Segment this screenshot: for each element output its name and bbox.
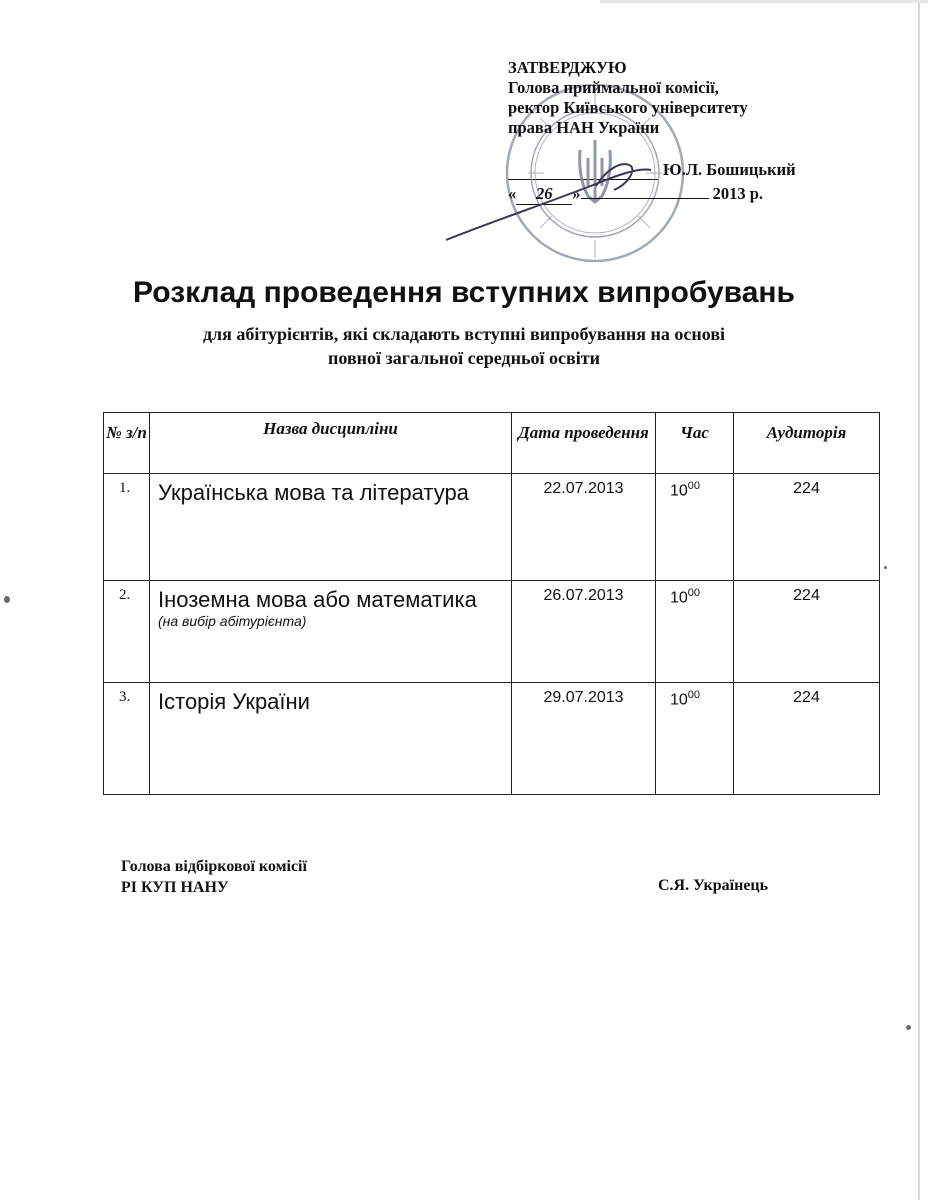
approval-date-day: 26 <box>516 184 572 205</box>
row-num: 3. <box>104 683 150 795</box>
header-num: № з/п <box>104 413 150 474</box>
approval-heading: ЗАТВЕРДЖУЮ <box>508 58 627 77</box>
row-room: 224 <box>734 474 880 581</box>
approval-position-line2: ректор Київського університету <box>508 98 748 117</box>
table-header-row <box>104 413 880 474</box>
approval-signer-name: Ю.Л. Бошицький <box>663 160 796 179</box>
document-title: Розклад проведення вступних випробувань <box>133 276 795 309</box>
row-time: $10^{00}$ <box>656 474 734 581</box>
subtitle-line2: повної загальної середньої освіти <box>328 348 600 368</box>
approval-date-year: 2013 р. <box>712 184 764 203</box>
footer-left-line2: РІ КУП НАНУ <box>121 879 229 896</box>
exam-schedule-table <box>103 412 880 795</box>
subtitle-line1: для абітурієнтів, які складають вступні випробування на основі <box>202 324 726 344</box>
footer-left-line1: Голова відбіркової комісії <box>121 858 307 875</box>
row-room: 224 <box>734 683 880 795</box>
row-room: 224 <box>734 581 880 683</box>
row-time: $10^{00}$ <box>656 683 734 795</box>
row-subject: Українська мова та література <box>150 474 512 581</box>
row-subject-note: (на вибір абітурієнта) <box>158 613 307 629</box>
approval-signer-line <box>663 160 796 180</box>
approval-position-line1: Голова приймальної комісії, <box>508 78 719 97</box>
scan-speck <box>884 566 887 569</box>
header-subject: Назва дисципліни <box>150 413 512 474</box>
scan-speck <box>906 1025 911 1030</box>
scan-edge-top <box>600 0 928 3</box>
row-date: 29.07.2013 <box>512 683 656 795</box>
footer-signer-name: С.Я. Українець <box>658 877 769 894</box>
document-subtitle <box>100 322 828 370</box>
row-date: 26.07.2013 <box>512 581 656 683</box>
table-row <box>104 474 880 581</box>
row-time: $10^{00}$ <box>656 581 734 683</box>
header-room: Аудиторія <box>734 413 880 474</box>
header-time: Час <box>656 413 734 474</box>
header-date: Дата проведення <box>512 413 656 474</box>
row-num: 1. <box>104 474 150 581</box>
approval-block <box>508 58 838 203</box>
handwritten-signature-icon <box>436 150 676 250</box>
row-date: 22.07.2013 <box>512 474 656 581</box>
table-row <box>104 581 880 683</box>
scan-edge <box>918 0 920 1200</box>
table-row <box>104 683 880 795</box>
scan-speck <box>4 596 10 603</box>
row-subject: Іноземна мова або математика (на вибір абітурієнта) <box>150 581 512 683</box>
row-subject: Історія України <box>150 683 512 795</box>
approval-date: « 26 » 2013 р. <box>508 184 764 203</box>
approval-position-line3: права НАН України <box>508 118 660 137</box>
footer-committee <box>121 856 307 898</box>
row-num: 2. <box>104 581 150 683</box>
